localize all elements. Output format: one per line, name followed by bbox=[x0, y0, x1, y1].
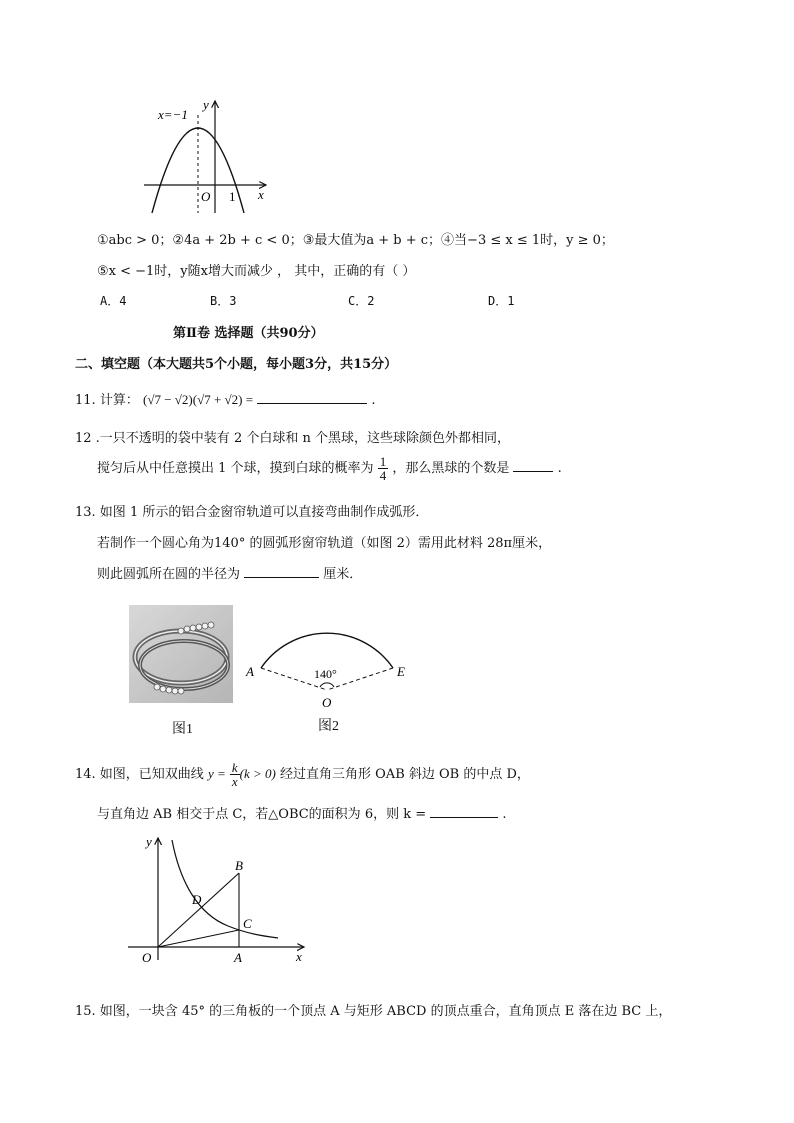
y-axis-label: y bbox=[146, 834, 152, 849]
segment-ob bbox=[158, 873, 239, 947]
q13-line3 bbox=[97, 563, 362, 582]
q10-statements-line2: ⑤x < −1时，y随x增大而减少 ， 其中，正确的有（ ） bbox=[97, 264, 416, 279]
q13-text-b: 厘米． bbox=[323, 567, 363, 582]
point-b-label: B bbox=[235, 858, 243, 873]
q11-expression: (√7 − √2)(√7 + √2) = bbox=[142, 392, 254, 407]
q14-text-c: 与直角边 AB 相交于点 C，若△OBC的面积为 6，则 k = bbox=[97, 807, 427, 822]
arc bbox=[261, 633, 393, 668]
x-label: x bbox=[258, 187, 264, 202]
q12-end: . bbox=[557, 461, 562, 476]
hyperbola bbox=[172, 840, 278, 938]
segment-oc bbox=[158, 930, 239, 947]
q11-number: 11. bbox=[75, 393, 96, 408]
q13-text-a: 则此圆弧所在圆的半径为 bbox=[97, 567, 241, 582]
part-title: 二、填空题（本大题共5个小题，每小题3分，共15分） bbox=[75, 357, 398, 372]
q15-line1: 15. 如图，一块含 45° 的三角板的一个顶点 A 与矩形 ABCD 的顶点重合，直角顶点 E 落在边 BC 上， bbox=[75, 1004, 672, 1019]
tick-one-label: 1 bbox=[229, 189, 236, 204]
section-title: 第Ⅱ卷 选择题（共90分） bbox=[173, 326, 324, 341]
q12-frac-denominator: 4 bbox=[379, 468, 387, 483]
q11-prefix: 计算： bbox=[99, 393, 139, 408]
q11-end: . bbox=[371, 393, 376, 408]
fig2-caption: 图2 bbox=[318, 719, 339, 734]
option-a: A．4 bbox=[100, 294, 127, 308]
x-axis-label: x bbox=[296, 949, 302, 964]
q14-line1 bbox=[75, 761, 530, 788]
q14-formula-rhs: (k > 0) bbox=[239, 766, 276, 781]
option-d: D．1 bbox=[488, 294, 515, 308]
parabola-graph bbox=[140, 95, 275, 217]
q14-frac-denominator: x bbox=[231, 774, 238, 789]
point-e-label: E bbox=[397, 664, 405, 679]
arc-diagram bbox=[240, 610, 415, 710]
q13-answer-blank bbox=[244, 565, 319, 578]
point-a-label: A bbox=[234, 950, 242, 965]
point-o-label: O bbox=[142, 950, 152, 965]
curtain-track-photo bbox=[129, 605, 233, 703]
q12-line1: 12 .一只不透明的袋中装有 2 个白球和 n 个黑球，这些球除颜色外都相同， bbox=[75, 431, 510, 446]
option-b: B．3 bbox=[210, 294, 237, 308]
angle-label: 140° bbox=[314, 667, 337, 681]
q14-text-b: 经过直角三角形 OAB 斜边 OB 的中点 D， bbox=[280, 767, 530, 782]
q11-answer-blank bbox=[257, 391, 367, 404]
q12-text-b: ，那么黑球的个数是 bbox=[392, 461, 510, 476]
q14-fraction bbox=[230, 761, 240, 788]
point-d-label: D bbox=[192, 892, 202, 907]
q10-statements-line1: ①abc > 0；②4a + 2b + c < 0；③最大值为a + b + c；④当−3 ≤ x ≤ 1时，y ≥ 0； bbox=[97, 233, 614, 248]
fig1-caption: 图1 bbox=[172, 722, 193, 737]
q14-end: . bbox=[502, 807, 507, 822]
q13-line2: 若制作一个圆心角为140° 的圆弧形窗帘轨道（如图 2）需用此材料 28π厘米， bbox=[97, 536, 552, 551]
q14-frac-numerator: k bbox=[231, 760, 238, 775]
q13-line1: 13. 如图 1 所示的铝合金窗帘轨道可以直接弯曲制作成弧形． bbox=[75, 505, 429, 520]
q11 bbox=[75, 389, 376, 408]
origin-label: O bbox=[201, 189, 211, 204]
symmetry-label: x=−1 bbox=[158, 107, 188, 122]
point-o-label: O bbox=[322, 695, 332, 710]
q12-frac-numerator: 1 bbox=[379, 454, 387, 469]
q12-text-a: 搅匀后从中任意摸出 1 个球，摸到白球的概率为 bbox=[97, 461, 374, 476]
q12-fraction bbox=[378, 455, 389, 482]
point-a-label: A bbox=[246, 664, 254, 679]
q14-formula-lhs: y = bbox=[207, 766, 226, 781]
q12-line2 bbox=[97, 455, 562, 482]
angle-mark bbox=[320, 683, 334, 687]
y-label: y bbox=[203, 97, 209, 112]
radius-oe bbox=[327, 668, 393, 690]
point-c-label: C bbox=[243, 916, 252, 931]
q14-text-a: 14. 如图，已知双曲线 bbox=[75, 767, 204, 782]
hyperbola-triangle-graph bbox=[128, 832, 313, 967]
q14-line2 bbox=[97, 803, 507, 822]
option-c: C．2 bbox=[348, 294, 375, 308]
q14-answer-blank bbox=[430, 805, 498, 818]
q12-answer-blank bbox=[513, 459, 553, 472]
